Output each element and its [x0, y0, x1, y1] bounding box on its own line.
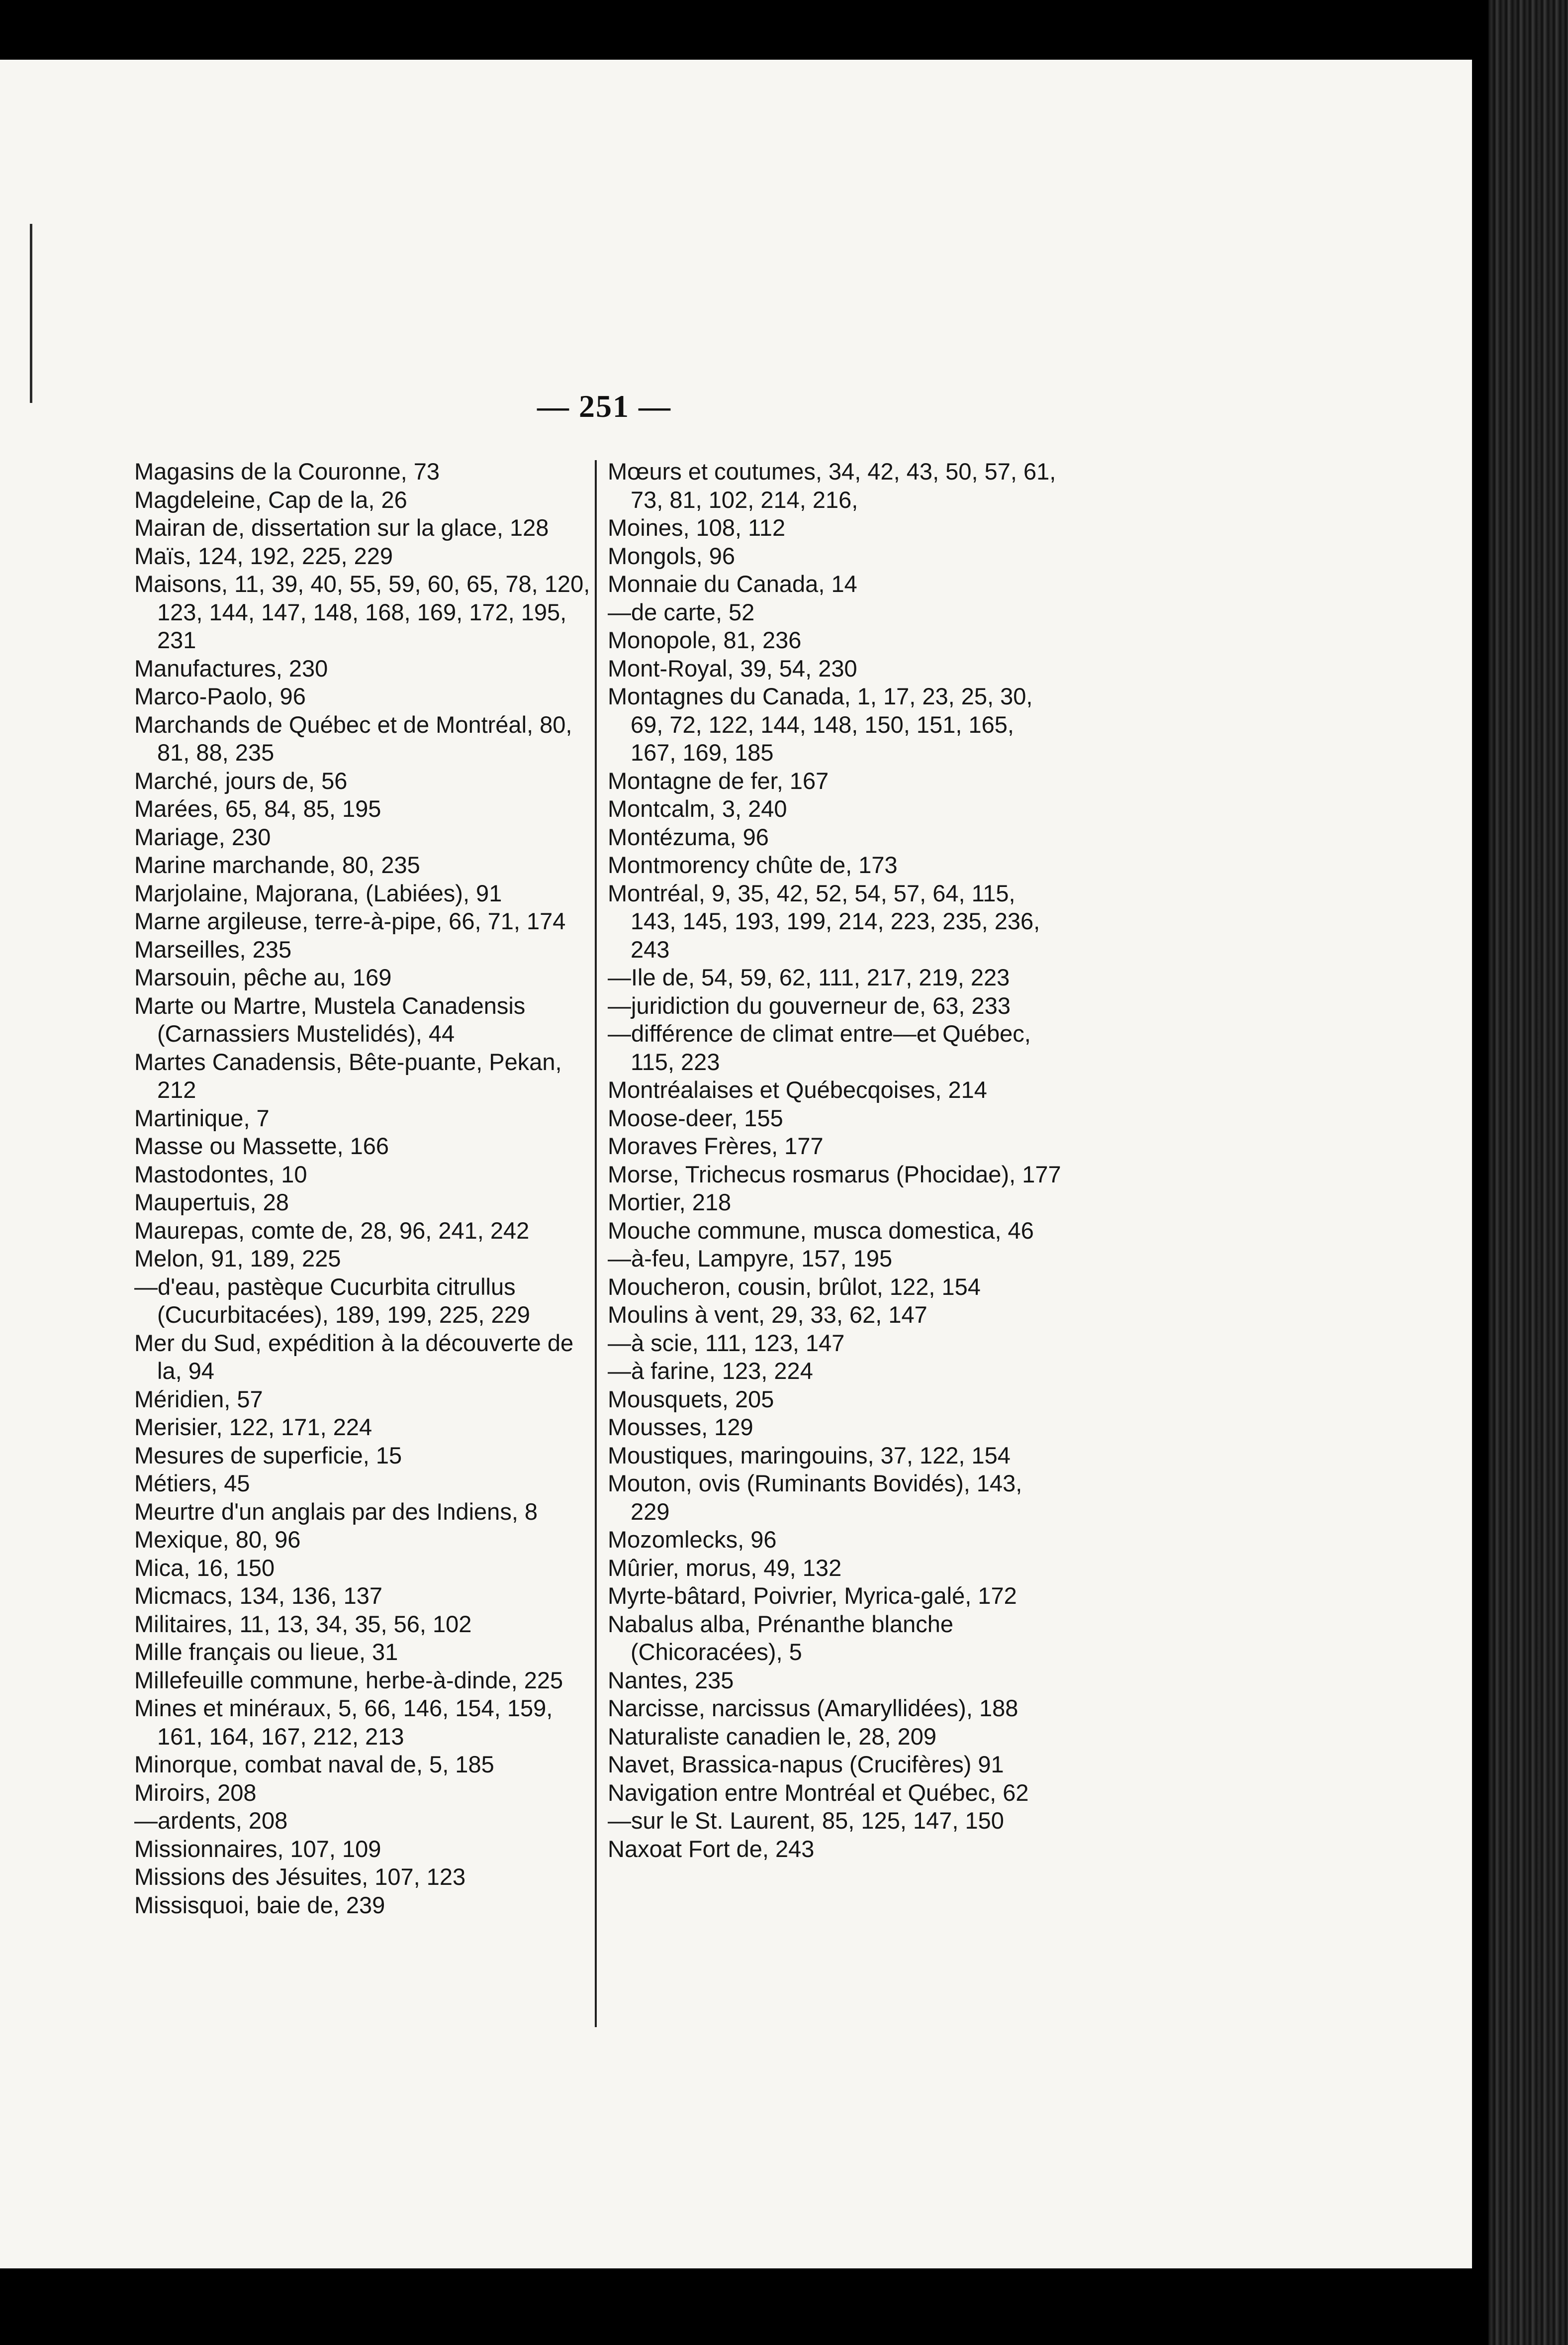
index-entry: Nantes, 235	[608, 1666, 734, 1693]
index-entry: Mille français ou lieue, 31	[134, 1639, 398, 1665]
index-entry: —juridiction du gouverneur de, 63, 233	[608, 992, 1011, 1019]
index-entry: Manufactures, 230	[134, 655, 328, 682]
index-entry: Missionnaires, 107, 109	[134, 1835, 381, 1862]
index-entry: Magasins de la Couronne, 73	[134, 458, 440, 485]
index-entry: Narcisse, narcissus (Amaryllidées), 188	[608, 1695, 1018, 1721]
index-entry: Mœurs et coutumes, 34, 42, 43, 50, 57, 61, 73, 81, 102, 214, 216,	[608, 458, 1056, 513]
index-entry: Montcalm, 3, 240	[608, 795, 787, 822]
index-entry: Marine marchande, 80, 235	[134, 852, 420, 878]
index-entry: Magdeleine, Cap de la, 26	[134, 486, 407, 513]
index-entry: Monopole, 81, 236	[608, 627, 802, 653]
index-entry: Mastodontes, 10	[134, 1161, 307, 1187]
book-page	[0, 60, 1472, 2268]
column-divider	[595, 460, 597, 2027]
index-entry: Marseilles, 235	[134, 936, 292, 963]
index-entry: —Ile de, 54, 59, 62, 111, 217, 219, 223	[608, 964, 1010, 990]
index-entry: Naturaliste canadien le, 28, 209	[608, 1723, 937, 1750]
index-entry: Marchands de Québec et de Montréal, 80, 81, 88, 235	[134, 711, 572, 766]
book-page-edge	[1488, 0, 1568, 2345]
index-entry: Mozomlecks, 96	[608, 1526, 777, 1553]
index-entry: Maïs, 124, 192, 225, 229	[134, 542, 393, 569]
index-entry: Moose-deer, 155	[608, 1104, 783, 1131]
index-entry: Mongols, 96	[608, 542, 736, 569]
index-entry: Montréal, 9, 35, 42, 52, 54, 57, 64, 115, 143, 145, 193, 199, 214, 223, 235, 236, 243	[608, 879, 1040, 963]
index-entry: —ardents, 208	[134, 1807, 288, 1834]
index-entry: Mica, 16, 150	[134, 1554, 275, 1581]
index-entry: Meurtre d'un anglais par des Indiens, 8	[134, 1498, 538, 1525]
index-entry: Mer du Sud, expédition à la découverte de la, 94	[134, 1329, 574, 1384]
index-entry: Montézuma, 96	[608, 823, 769, 850]
index-entry: Myrte-bâtard, Poivrier, Myrica-galé, 172	[608, 1582, 1017, 1609]
index-entry: Moines, 108, 112	[608, 514, 786, 541]
index-entry: Mouche commune, musca domestica, 46	[608, 1217, 1034, 1244]
index-entry: Maisons, 11, 39, 40, 55, 59, 60, 65, 78, 120, 123, 144, 147, 148, 168, 169, 172, 195, 231	[134, 571, 590, 653]
index-entry: Melon, 91, 189, 225	[134, 1245, 341, 1271]
index-entry: —à scie, 111, 123, 147	[608, 1329, 845, 1356]
index-entry: Montréalaises et Québecqoises, 214	[608, 1076, 987, 1103]
index-entry: Merisier, 122, 171, 224	[134, 1414, 372, 1440]
index-entry: Montmorency chûte de, 173	[608, 852, 898, 878]
index-entry: Moucheron, cousin, brûlot, 122, 154	[608, 1273, 981, 1300]
index-entry: Mexique, 80, 96	[134, 1526, 301, 1553]
index-entry: Mortier, 218	[608, 1189, 732, 1215]
index-entry: Mousses, 129	[608, 1414, 753, 1440]
index-entry: —différence de climat entre—et Québec, 115, 223	[608, 1020, 1031, 1075]
index-entry: Mousquets, 205	[608, 1385, 774, 1412]
index-entry: Métiers, 45	[134, 1470, 250, 1496]
index-entry: Monnaie du Canada, 14	[608, 571, 857, 597]
index-entry: Montagne de fer, 167	[608, 767, 829, 794]
index-entry: Mouton, ovis (Ruminants Bovidés), 143, 229	[608, 1470, 1022, 1525]
index-entry: Mûrier, morus, 49, 132	[608, 1554, 842, 1581]
index-entry: Mont-Royal, 39, 54, 230	[608, 655, 857, 682]
index-entry: Marché, jours de, 56	[134, 767, 348, 794]
index-entry: Missisquoi, baie de, 239	[134, 1891, 385, 1918]
index-entry: Maurepas, comte de, 28, 96, 241, 242	[134, 1217, 530, 1244]
index-entry: Mariage, 230	[134, 823, 271, 850]
index-entry: —de carte, 52	[608, 598, 755, 625]
index-entry: Micmacs, 134, 136, 137	[134, 1582, 382, 1609]
index-entry: Maupertuis, 28	[134, 1189, 289, 1215]
index-column-left	[134, 458, 592, 1919]
index-entry: Militaires, 11, 13, 34, 35, 56, 102	[134, 1610, 472, 1637]
index-entry: —sur le St. Laurent, 85, 125, 147, 150	[608, 1807, 1004, 1834]
index-entry: Marées, 65, 84, 85, 195	[134, 795, 381, 822]
index-entry: Marte ou Martre, Mustela Canadensis (Carnassiers Mustelidés), 44	[134, 992, 526, 1047]
index-entry: —à farine, 123, 224	[608, 1358, 813, 1384]
index-entry: Marco-Paolo, 96	[134, 683, 306, 709]
index-entry: Montagnes du Canada, 1, 17, 23, 25, 30, 69, 72, 122, 144, 148, 150, 151, 165, 167, 169, 185	[608, 683, 1033, 766]
margin-mark	[30, 224, 32, 403]
index-entry: Naxoat Fort de, 243	[608, 1835, 815, 1862]
index-entry: Morse, Trichecus rosmarus (Phocidae), 177	[608, 1161, 1061, 1187]
index-entry: Millefeuille commune, herbe-à-dinde, 225	[134, 1666, 563, 1693]
page-number: — 251 —	[537, 389, 671, 424]
index-entry: —à-feu, Lampyre, 157, 195	[608, 1245, 893, 1271]
index-entry: Mairan de, dissertation sur la glace, 128	[134, 514, 549, 541]
index-entry: Marjolaine, Majorana, (Labiées), 91	[134, 879, 502, 906]
index-entry: Mines et minéraux, 5, 66, 146, 154, 159, 161, 164, 167, 212, 213	[134, 1695, 553, 1750]
index-entry: Navet, Brassica-napus (Crucifères) 91	[608, 1751, 1004, 1777]
index-entry: Moustiques, maringouins, 37, 122, 154	[608, 1442, 1011, 1468]
index-entry: Navigation entre Montréal et Québec, 62	[608, 1779, 1029, 1806]
index-entry: Martes Canadensis, Bête-puante, Pekan, 212	[134, 1048, 562, 1103]
index-entry: Mesures de superficie, 15	[134, 1442, 402, 1468]
index-entry: Marsouin, pêche au, 169	[134, 964, 392, 990]
index-entry: Marne argileuse, terre-à-pipe, 66, 71, 174	[134, 908, 566, 934]
index-entry: Moulins à vent, 29, 33, 62, 147	[608, 1301, 927, 1328]
index-column-right	[608, 458, 1065, 1863]
index-entry: Masse ou Massette, 166	[134, 1133, 389, 1159]
index-entry: Miroirs, 208	[134, 1779, 257, 1806]
index-entry: Missions des Jésuites, 107, 123	[134, 1863, 466, 1890]
index-entry: Nabalus alba, Prénanthe blanche (Chicoracées), 5	[608, 1610, 954, 1665]
index-entry: —d'eau, pastèque Cucurbita citrullus (Cucurbitacées), 189, 199, 225, 229	[134, 1273, 530, 1328]
index-entry: Minorque, combat naval de, 5, 185	[134, 1751, 494, 1777]
index-entry: Martinique, 7	[134, 1104, 270, 1131]
index-entry: Méridien, 57	[134, 1385, 263, 1412]
index-entry: Moraves Frères, 177	[608, 1133, 824, 1159]
